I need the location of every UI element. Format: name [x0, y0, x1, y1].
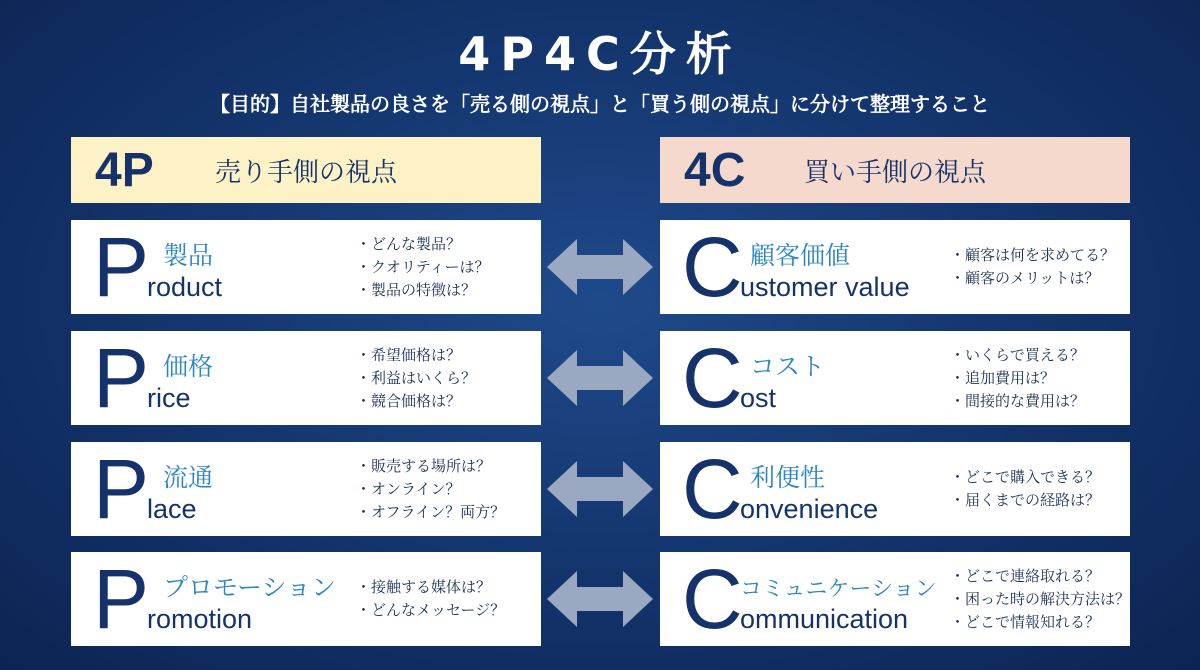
card-letter: C: [682, 220, 743, 314]
card-price: [71, 331, 541, 425]
card-letter: P: [93, 331, 150, 425]
bullet: ・オンライン？: [356, 479, 461, 498]
card-en-rest: ost: [740, 383, 777, 413]
bullet: ・利益はいくら？: [356, 368, 477, 387]
card-convenience: [660, 442, 1130, 536]
bullet: ・顧客は何を求めてる？: [950, 246, 1116, 264]
bullet: ・競合価格は？: [356, 391, 462, 410]
card-bullets: [950, 331, 1085, 425]
double-arrow-icon: [547, 461, 653, 517]
bullet: ・届くまでの経路は？: [950, 491, 1101, 509]
card-bullets: [950, 442, 1100, 536]
bullet: ・顧客のメリットは？: [950, 269, 1100, 287]
card-cost: [660, 331, 1130, 425]
bullet: ・オフライン？両方？: [356, 502, 506, 521]
card-en-rest: roduct: [147, 272, 223, 302]
card-jp-title: コミュニケーション: [740, 577, 937, 602]
purpose-text: 【目的】自社製品の良さを「売る側の視点」と「買う側の視点」に分けて整理すること: [210, 92, 990, 116]
bullet: ・追加費用は？: [950, 368, 1056, 387]
card-en-rest: lace: [147, 494, 197, 524]
card-bullets: [356, 331, 476, 425]
header-4p: [71, 137, 541, 203]
card-letter: C: [682, 552, 743, 646]
card-customer-value: [660, 220, 1130, 314]
card-jp-title: 利便性: [750, 463, 826, 492]
card-en-rest: rice: [147, 383, 191, 413]
card-jp-title: 流通: [163, 463, 214, 492]
double-arrow-icon: [547, 239, 653, 295]
card-jp-title: コスト: [750, 352, 826, 381]
card-en-rest: ommunication: [740, 604, 909, 634]
card-jp-title: 価格: [163, 352, 214, 381]
bullet: ・いくらで買える？: [950, 345, 1085, 364]
card-en-rest: onvenience: [740, 494, 879, 524]
header-4p-label: 4P: [95, 143, 154, 197]
card-promotion: [71, 552, 541, 646]
card-bullets: [356, 220, 490, 314]
bullet: ・どこで情報知れる？: [950, 612, 1101, 631]
card-letter: C: [682, 331, 743, 425]
bullet: ・クオリティーは？: [356, 257, 490, 276]
header-4c-label: 4C: [684, 143, 746, 197]
card-bullets: [356, 442, 505, 536]
page-title: 4P4C分析: [458, 27, 742, 81]
card-letter: P: [93, 220, 150, 314]
double-arrow-icon: [547, 350, 653, 406]
card-bullets: [356, 552, 505, 646]
card-communication: [660, 552, 1130, 646]
card-jp-title: 製品: [163, 241, 214, 270]
double-arrow-icon: [547, 571, 653, 627]
card-jp-title: プロモーション: [163, 573, 337, 602]
card-letter: C: [682, 442, 743, 536]
card-bullets: [950, 220, 1115, 314]
bullet: ・どんな製品？: [356, 234, 462, 253]
card-jp-title: 顧客価値: [750, 241, 851, 270]
bullet: ・困った時の解決方法は？: [950, 589, 1131, 608]
header-4c: [660, 137, 1130, 203]
bullet: ・どこで連絡取れる？: [950, 566, 1101, 585]
card-letter: P: [93, 442, 150, 536]
header-4p-sub: 売り手側の視点: [215, 157, 398, 188]
card-en-rest: ustomer value: [740, 272, 910, 302]
card-letter: P: [93, 552, 150, 646]
header-4c-sub: 買い手側の視点: [804, 157, 987, 188]
card-product: [71, 220, 541, 314]
bullet: ・どこで購入できる？: [950, 468, 1101, 486]
bullet: ・販売する場所は？: [356, 456, 492, 475]
card-en-rest: romotion: [147, 604, 253, 634]
card-bullets: [950, 552, 1130, 646]
bullet: ・どんなメッセージ？: [356, 601, 506, 619]
bullet: ・製品の特徴は？: [356, 280, 477, 299]
bullet: ・間接的な費用は？: [950, 391, 1086, 410]
card-place: [71, 442, 541, 536]
bullet: ・接触する媒体は？: [356, 578, 492, 596]
bullet: ・希望価格は？: [356, 345, 462, 364]
